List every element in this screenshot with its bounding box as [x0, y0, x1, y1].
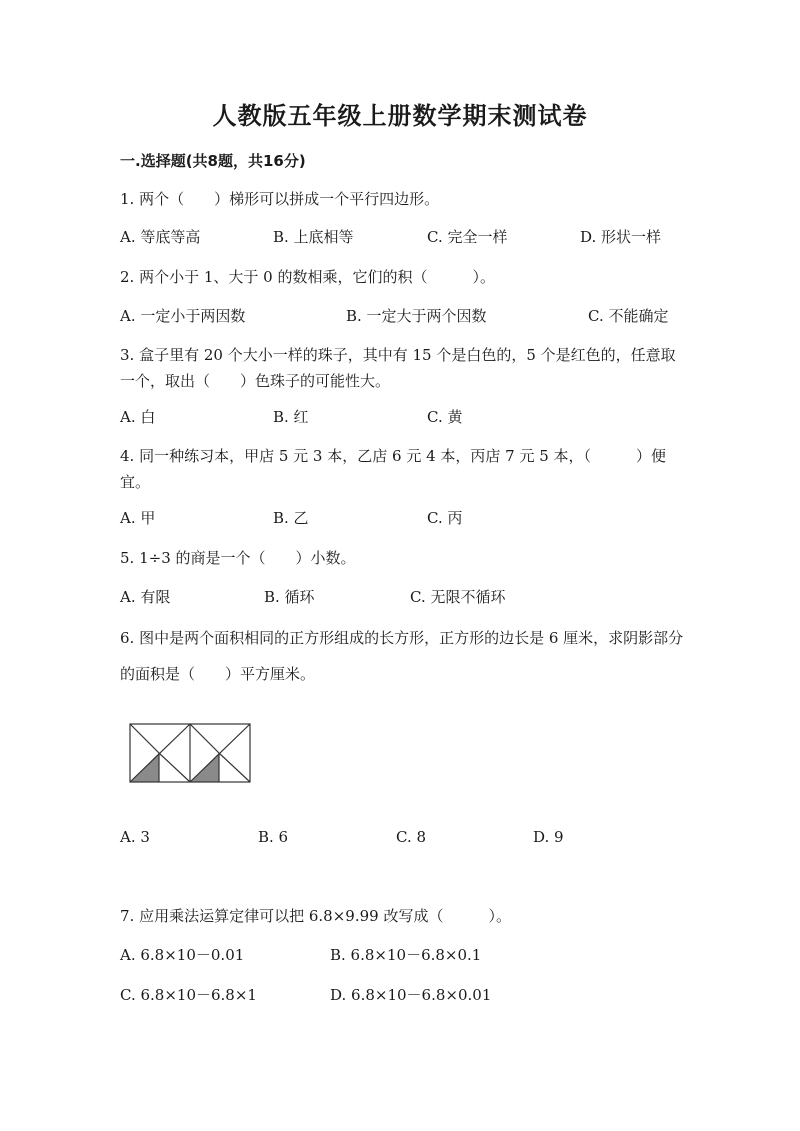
question-3: 3. 盒子里有 20 个大小一样的珠子，其中有 15 个是白色的，5 个是红色的，任意取一个，取出（ ）色珠子的可能性大。 [120, 346, 676, 390]
left-diagonal-1 [130, 724, 159, 753]
option-a[interactable]: A. 有限 [120, 588, 171, 606]
option-b[interactable]: B. 一定大于两个因数 [346, 307, 487, 325]
option-b[interactable]: B. 上底相等 [273, 228, 354, 246]
question-5-options [120, 586, 690, 610]
option-b[interactable]: B. 循环 [264, 588, 315, 606]
option-d[interactable]: D. 9 [533, 828, 564, 846]
squares-figure [128, 722, 252, 784]
question-7-options-row-1 [120, 944, 690, 968]
right-diagonal-3 [219, 753, 250, 782]
option-a[interactable]: A. 一定小于两因数 [120, 307, 246, 325]
question-1: 1. 两个（ ）梯形可以拼成一个平行四边形。 [120, 190, 440, 208]
question-4-options [120, 507, 690, 531]
option-c[interactable]: C. 完全一样 [427, 228, 508, 246]
option-c[interactable]: C. 不能确定 [588, 307, 669, 325]
section-heading: 一.选择题(共8题，共16分) [120, 152, 306, 170]
question-3-options [120, 406, 690, 430]
question-6-options [120, 828, 690, 852]
option-b[interactable]: B. 乙 [273, 509, 309, 527]
question-2-options [120, 305, 690, 329]
option-a[interactable]: A. 6.8×10－0.01 [120, 946, 245, 964]
question-4: 4. 同一种练习本，甲店 5 元 3 本，乙店 6 元 4 本，丙店 7 元 5 本，（ ）便宜。 [120, 447, 667, 491]
option-b[interactable]: B. 6.8×10－6.8×0.1 [330, 946, 482, 964]
question-5: 5. 1÷3 的商是一个（ ）小数。 [120, 549, 356, 567]
option-c[interactable]: C. 丙 [427, 509, 463, 527]
page-title: 人教版五年级上册数学期末测试卷 [212, 102, 588, 130]
option-d[interactable]: D. 形状一样 [580, 228, 662, 246]
question-7-options-row-2 [120, 984, 690, 1008]
question-1-options [120, 226, 690, 250]
option-a[interactable]: A. 甲 [120, 509, 156, 527]
left-diagonal-3 [159, 753, 190, 782]
option-a[interactable]: A. 等底等高 [120, 228, 201, 246]
option-b[interactable]: B. 红 [273, 408, 309, 426]
option-c[interactable]: C. 8 [396, 828, 427, 846]
question-7: 7. 应用乘法运算定律可以把 6.8×9.99 改写成（ ）。 [120, 907, 511, 925]
question-6: 6. 图中是两个面积相同的正方形组成的长方形，正方形的边长是 6 厘米，求阴影部分的面积是（ ）平方厘米。 [120, 629, 684, 683]
right-diagonal-1 [190, 724, 219, 753]
option-a[interactable]: A. 3 [120, 828, 150, 846]
option-b[interactable]: B. 6 [258, 828, 289, 846]
question-2: 2. 两个小于 1、大于 0 的数相乘，它们的积（ ）。 [120, 268, 495, 286]
option-d[interactable]: D. 6.8×10－6.8×0.01 [330, 986, 492, 1004]
option-a[interactable]: A. 白 [120, 408, 156, 426]
option-c[interactable]: C. 无限不循环 [410, 588, 506, 606]
option-c[interactable]: C. 黄 [427, 408, 463, 426]
option-c[interactable]: C. 6.8×10－6.8×1 [120, 986, 257, 1004]
